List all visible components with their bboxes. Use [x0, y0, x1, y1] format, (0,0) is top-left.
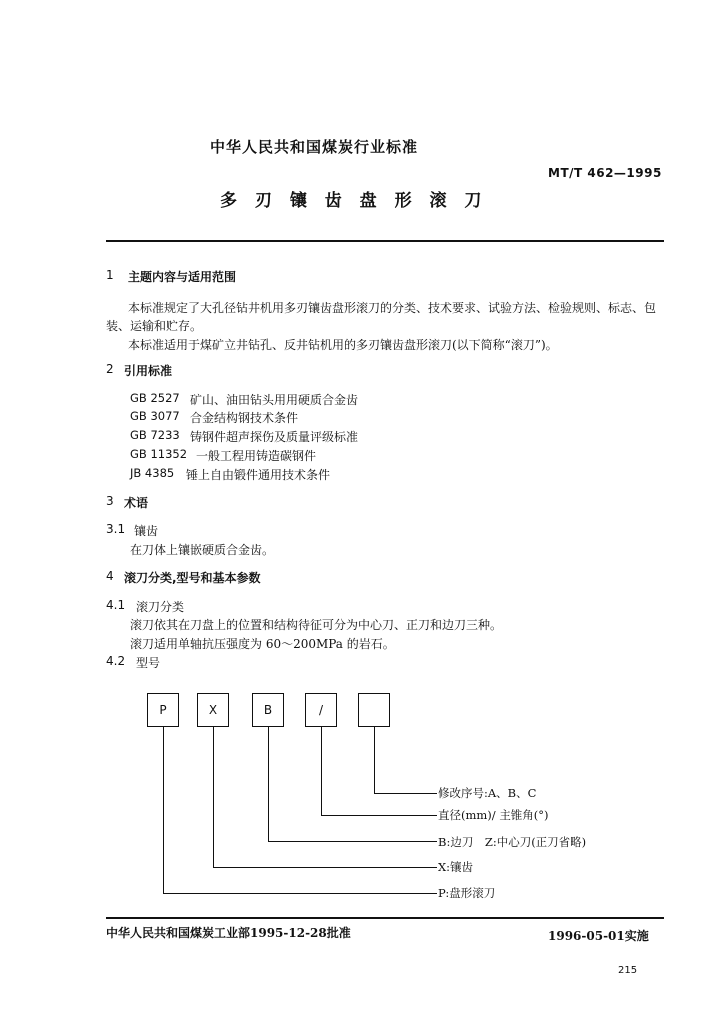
ref-code: GB 7233: [130, 428, 180, 442]
connector-revision-vertical: [374, 727, 375, 793]
ref-code: JB 4385: [130, 466, 175, 480]
ref-text: 合金结构钢技术条件: [190, 411, 299, 425]
section-4-2-title: 型号: [136, 656, 161, 670]
model-box-p: P: [147, 693, 179, 727]
connector-p-vertical: [163, 727, 164, 893]
ref-text: 铸钢件超声探伤及质量评级标准: [190, 430, 359, 444]
ref-code: GB 2527: [130, 391, 180, 405]
section-3-1-title: 镶齿: [134, 524, 159, 538]
label-revision: 修改序号:A、B、C: [438, 786, 537, 800]
connector-diameter-vertical: [321, 727, 322, 815]
model-box-x: X: [197, 693, 229, 727]
approval-line: 中华人民共和国煤炭工业部1995-12-28批准: [106, 926, 351, 940]
connector-b-horizontal: [268, 841, 437, 842]
section-4-1-paragraph-1: 滚刀依其在刀盘上的位置和结构待征可分为中心刀、正刀和边刀三种。: [130, 618, 503, 632]
section-4-1-number: 4.1: [106, 598, 126, 612]
section-1-number: 1: [106, 268, 114, 282]
footer-rule: [106, 917, 664, 919]
section-4-2-number: 4.2: [106, 654, 126, 668]
implementation-date: 1996-05-01实施: [548, 929, 649, 943]
label-diameter: 直径(mm)/ 主锥角(°): [438, 808, 549, 822]
label-blade-type: B:边刀 Z:中心刀(正刀省略): [438, 835, 587, 849]
section-4-title: 滚刀分类,型号和基本参数: [124, 571, 261, 585]
section-4-number: 4: [106, 569, 114, 583]
connector-b-vertical: [268, 727, 269, 841]
connector-x-horizontal: [213, 867, 437, 868]
model-box-revision: [358, 693, 390, 727]
ref-code: GB 11352: [130, 447, 188, 461]
label-disc-cutter: P:盘形滚刀: [438, 886, 496, 900]
label-insert-teeth: X:镶齿: [438, 860, 474, 874]
ref-text: 一般工程用铸造碳钢件: [196, 449, 317, 463]
model-box-b: B: [252, 693, 284, 727]
section-1-paragraph-2: 本标准适用于煤矿立井钻孔、反井钻机用的多刃镶齿盘形滚刀(以下简称“滚刀”)。: [128, 338, 558, 352]
section-3-1-number: 3.1: [106, 522, 126, 536]
ref-text: 锤上自由锻件通用技术条件: [186, 468, 331, 482]
section-4-1-title: 滚刀分类: [136, 600, 185, 614]
document-title: 多 刃 镶 齿 盘 形 滚 刀: [220, 191, 488, 211]
section-3-number: 3: [106, 494, 114, 508]
connector-x-vertical: [213, 727, 214, 867]
page-number: 215: [618, 965, 638, 976]
model-box-slash: /: [305, 693, 337, 727]
section-1-paragraph-1a: 本标准规定了大孔径钻井机用多刃镶齿盘形滚刀的分类、技术要求、试验方法、检验规则、标志、包: [128, 301, 657, 315]
connector-revision-horizontal: [374, 793, 437, 794]
section-4-1-paragraph-2: 滚刀适用单轴抗压强度为 60～200MPa 的岩石。: [130, 637, 395, 651]
section-1-title: 主题内容与适用范围: [128, 270, 237, 284]
section-3-title: 术语: [124, 496, 149, 510]
connector-p-horizontal: [163, 893, 437, 894]
ref-code: GB 3077: [130, 409, 180, 423]
ref-text: 矿山、油田钻头用用硬质合金齿: [190, 393, 359, 407]
header-rule: [106, 240, 664, 242]
standard-organization: 中华人民共和国煤炭行业标准: [210, 138, 419, 156]
section-1-paragraph-1b: 装、运输和贮存。: [106, 319, 203, 333]
section-2-title: 引用标准: [124, 364, 173, 378]
section-2-number: 2: [106, 362, 114, 376]
section-3-1-text: 在刀体上镶嵌硬质合金齿。: [130, 543, 275, 557]
standard-code: MT/T 462—1995: [548, 166, 662, 180]
connector-diameter-horizontal: [321, 815, 437, 816]
